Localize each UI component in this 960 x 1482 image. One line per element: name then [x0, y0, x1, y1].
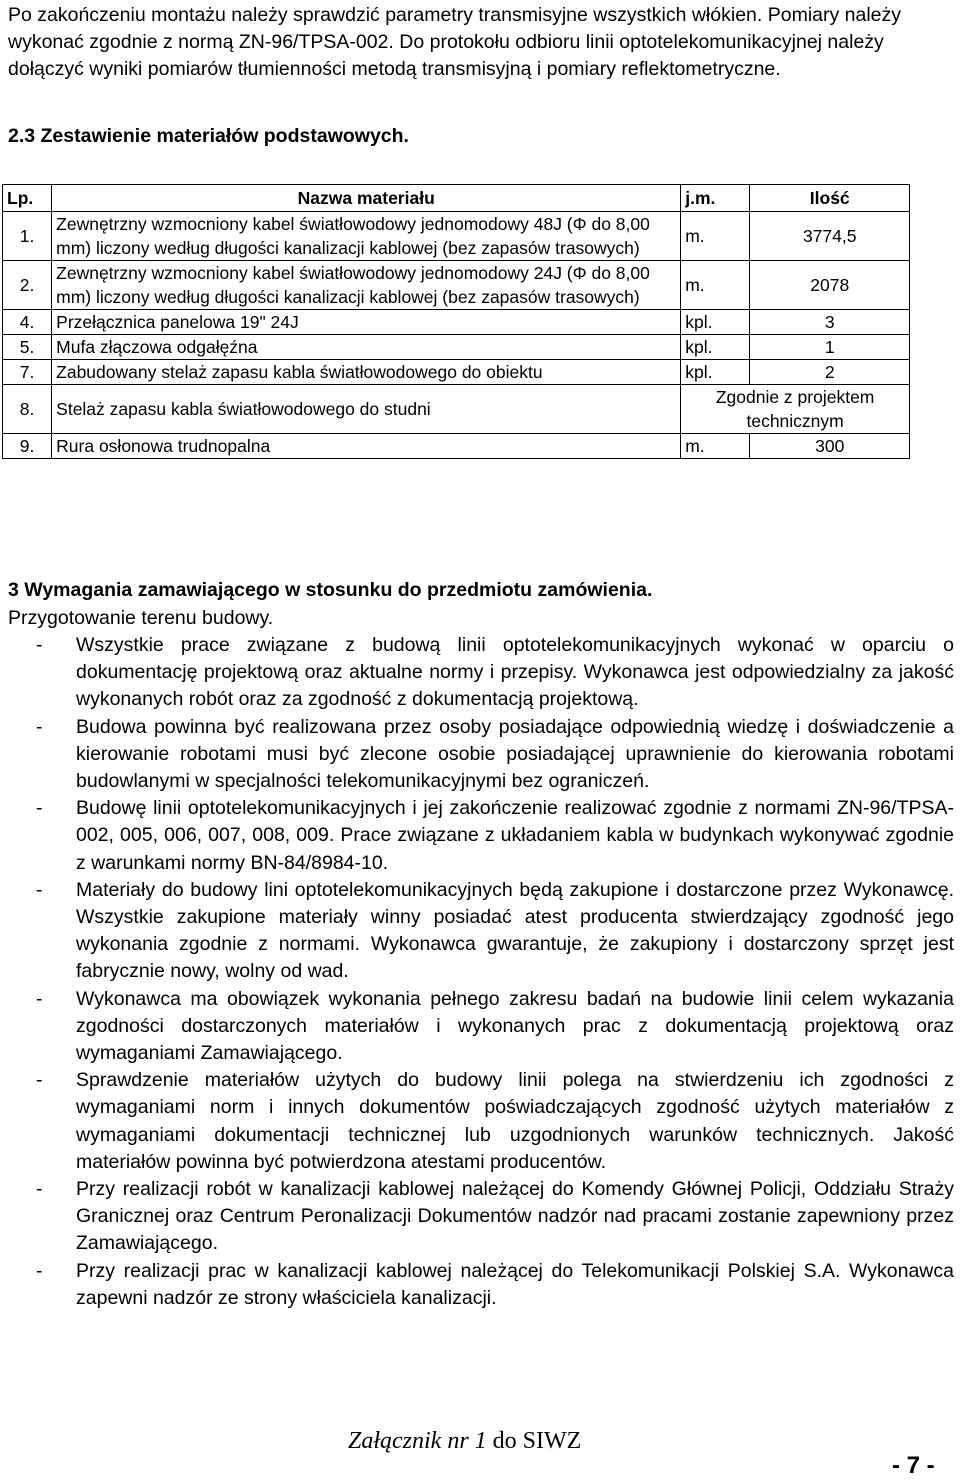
cell-name: Rura osłonowa trudnopalna [52, 434, 681, 459]
cell-lp: 8. [3, 385, 52, 434]
list-item: - Materiały do budowy lini optotelekomunikacyjnych będą zakupione i dostarczone przez Wykonawcę. Wszystkie zakupione materiały winny posiadać atest producenta stwierdzający zgodność jego wykonania zgodnie z normami. Wykonawca gwarantuje, że zakupiony i dostarczony sprzęt jest fabrycznie nowy, wolny od wad. [36, 878, 954, 983]
cell-lp: 1. [3, 212, 52, 261]
requirements-list [8, 632, 954, 1312]
requirement-text: Przy realizacji robót w kanalizacji kablowej należącej do Komendy Głównej Policji, Oddziału Straży Granicznej oraz Centrum Peronalizacji Dokumentów nadzór nad pracami zostanie zapewniony przez Zamawiającego. [76, 1178, 954, 1255]
header-unit: j.m. [681, 185, 750, 212]
table-row [3, 385, 910, 434]
cell-unit: kpl. [681, 335, 750, 360]
cell-unit: kpl. [681, 360, 750, 385]
cell-name: Przełącznica panelowa 19" 24J [52, 310, 681, 335]
cell-name: Zewnętrzny wzmocniony kabel światłowodowy jednomodowy 48J (Φ do 8,00 mm) liczony według długości kanalizacji kablowej (bez zapasów trasowych) [52, 212, 681, 261]
requirement-text: Budowa powinna być realizowana przez osoby posiadające odpowiednią wiedzę i doświadczenie a kierowanie robotami musi być zlecone osobie posiadającej uprawnienie do kierowania robotami budowlanymi w specjalności telekomunikacyjnymi bez ograniczeń. [76, 715, 954, 793]
table-row [3, 335, 910, 360]
list-item: - Przy realizacji robót w kanalizacji kablowej należącej do Komendy Głównej Policji, Oddziału Straży Granicznej oraz Centrum Peronalizacji Dokumentów nadzór nad pracami zostanie zapewniony przez Zamawiającego. [36, 1178, 954, 1255]
cell-lp: 2. [3, 261, 52, 310]
list-item: - Wykonawca ma obowiązek wykonania pełnego zakresu badań na budowie linii celem wykazania zgodności dostarczonych materiałów i wykonanych prac z dokumentacją projektową oraz wymaganiami Zamawiającego. [36, 987, 954, 1065]
cell-qty: 3 [750, 310, 910, 335]
cell-unit: m. [681, 261, 750, 310]
requirement-text: Sprawdzenie materiałów użytych do budowy linii polega na stwierdzeniu ich zgodności z wymaganiami norm i innych dokumentów poświadczających zgodność użytych materiałów z wymaganiami dokumentacji technicznej lub uzgodnionych warunków technicznych. Jakość materiałów powinna być potwierdzona atestami producentów. [76, 1069, 954, 1173]
requirement-text: Wszystkie prace związane z budową linii optotelekomunikacyjnych wykonać w oparciu o dokumentację projektową oraz aktualne normy i przepisy. Wykonawca jest odpowiedzialny za jakość wykonanych robót oraz za zgodność z dokumentacją projektową. [76, 634, 954, 711]
cell-unit: m. [681, 212, 750, 261]
section-heading-requirements: 3 Wymagania zamawiającego w stosunku do przedmiotu zamówienia. [8, 579, 653, 601]
list-item: - Wszystkie prace związane z budową linii optotelekomunikacyjnych wykonać w oparciu o dokumentację projektową oraz aktualne normy i przepisy. Wykonawca jest odpowiedzialny za jakość wykonanych robót oraz za zgodność z dokumentacją projektową. [36, 634, 954, 711]
cell-qty: 300 [750, 434, 910, 459]
cell-qty: 2 [750, 360, 910, 385]
table-row [3, 310, 910, 335]
cell-lp: 4. [3, 310, 52, 335]
footer-attachment-label: Załącznik nr 1 [348, 1428, 487, 1454]
list-item: - Budowę linii optotelekomunikacyjnych i jej zakończenie realizować zgodnie z normami ZN-96/TPSA-002, 005, 006, 007, 008, 009. Prace związane z układaniem kabla w budynkach wykonywać zgodnie z warunkami normy BN-84/8984-10. [36, 797, 954, 874]
cell-lp: 7. [3, 360, 52, 385]
page-number: - 7 - [892, 1452, 935, 1479]
cell-unit: kpl. [681, 310, 750, 335]
cell-qty: Zgodnie z projektem technicznym [681, 385, 910, 434]
list-item: - Sprawdzenie materiałów użytych do budowy linii polega na stwierdzeniu ich zgodności z wymaganiami norm i innych dokumentów poświadczających zgodność użytych materiałów z wymaganiami dokumentacji technicznej lub uzgodnionych warunków technicznych. Jakość materiałów powinna być potwierdzona atestami producentów. [36, 1069, 954, 1173]
cell-qty: 3774,5 [750, 212, 910, 261]
footer-siwz-label: do SIWZ [492, 1428, 582, 1454]
cell-qty: 1 [750, 335, 910, 360]
table-row [3, 261, 910, 310]
requirement-text: Materiały do budowy lini optotelekomunikacyjnych będą zakupione i dostarczone przez Wykonawcę. Wszystkie zakupione materiały winny posiadać atest producenta stwierdzający zgodność jego wykonania zgodnie z normami. Wykonawca gwarantuje, że zakupiony i dostarczony sprzęt jest fabrycznie nowy, wolny od wad. [76, 878, 954, 983]
list-item: - Przy realizacji prac w kanalizacji kablowej należącej do Telekomunikacji Polskiej S.A. Wykonawca zapewni nadzór ze strony właściciela kanalizacji. [36, 1259, 954, 1309]
cell-name: Stelaż zapasu kabla światłowodowego do studni [52, 385, 681, 434]
cell-name: Zabudowany stelaż zapasu kabla światłowodowego do obiektu [52, 360, 681, 385]
requirement-text: Budowę linii optotelekomunikacyjnych i jej zakończenie realizować zgodnie z normami ZN-96/TPSA-002, 005, 006, 007, 008, 009. Prace związane z układaniem kabla w budynkach wykonywać zgodnie z warunkami normy BN-84/8984-10. [76, 797, 954, 874]
cell-lp: 9. [3, 434, 52, 459]
intro-paragraph: Po zakończeniu montażu należy sprawdzić parametry transmisyjne wszystkich włókien. Pomiary należy wykonać zgodnie z normą ZN-96/TPSA-002. Do protokołu odbioru linii optotelekomunikacyjnej należy dołączyć wyniki pomiarów tłumienności metodą transmisyjną i pomiary reflektometryczne. [8, 4, 902, 80]
table-row [3, 212, 910, 261]
header-lp: Lp. [3, 185, 52, 212]
table-header-row [3, 185, 910, 212]
cell-lp: 5. [3, 335, 52, 360]
list-item: - Budowa powinna być realizowana przez osoby posiadające odpowiednią wiedzę i doświadczenie a kierowanie robotami musi być zlecone osobie posiadającej uprawnienie do kierowania robotami budowlanymi w specjalności telekomunikacyjnymi bez ograniczeń. [36, 715, 954, 793]
table-row [3, 360, 910, 385]
table-row [3, 434, 910, 459]
section-subtitle: Przygotowanie terenu budowy. [8, 607, 274, 629]
footer-attachment-note [348, 1428, 581, 1455]
cell-name: Zewnętrzny wzmocniony kabel światłowodowy jednomodowy 24J (Φ do 8,00 mm) liczony według długości kanalizacji kablowej (bez zapasów trasowych) [52, 261, 681, 310]
header-name: Nazwa materiału [52, 185, 681, 212]
materials-table [2, 184, 910, 459]
header-qty: Ilość [750, 185, 910, 212]
requirement-text: Przy realizacji prac w kanalizacji kablowej należącej do Telekomunikacji Polskiej S.A. Wykonawca zapewni nadzór ze strony właściciela kanalizacji. [76, 1259, 954, 1309]
cell-qty: 2078 [750, 261, 910, 310]
cell-name: Mufa złączowa odgałęźna [52, 335, 681, 360]
cell-unit: m. [681, 434, 750, 459]
section-heading-materials: 2.3 Zestawienie materiałów podstawowych. [8, 125, 409, 147]
requirement-text: Wykonawca ma obowiązek wykonania pełnego zakresu badań na budowie linii celem wykazania zgodności dostarczonych materiałów i wykonanych prac z dokumentacją projektową oraz wymaganiami Zamawiającego. [76, 987, 954, 1065]
